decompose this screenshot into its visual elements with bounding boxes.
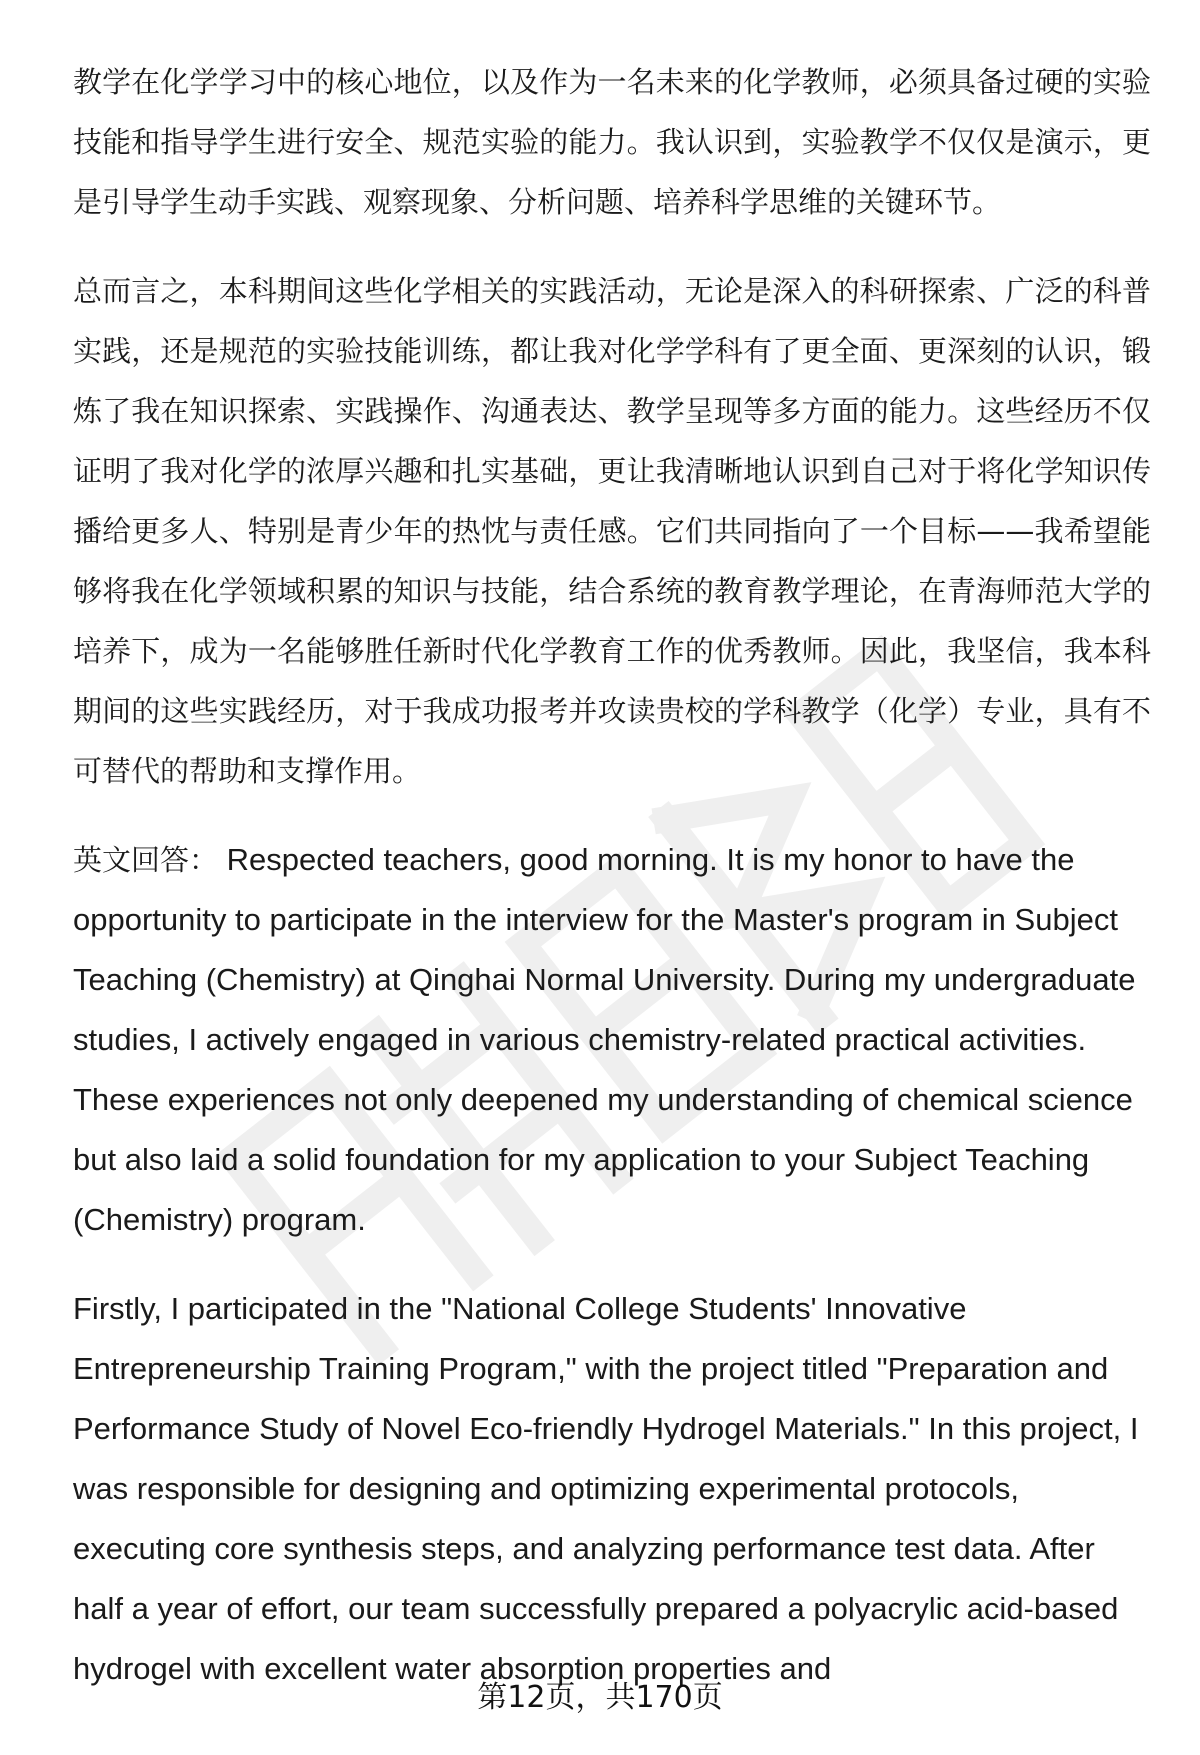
document-body (73, 52, 1151, 1728)
english-answer-label: 英文回答： (73, 843, 219, 877)
paragraph-en-1-text: Respected teachers, good morning. It is my honor to have the opportunity to participate in the interview for the Master's program in Subject Teaching (Chemistry) at Qinghai Normal University. During my undergraduate studies, I actively engaged in various chemistry-related practical activities. These experiences not only deepened my understanding of chemical science but also laid a solid foundation for my application to your Subject Teaching (Chemistry) program. (73, 842, 1136, 1237)
page-number-footer: 第12页，共170页 (477, 1680, 723, 1715)
paragraph-en-2: Firstly, I participated in the "National College Students' Innovative Entrepreneurship Training Program," with the project titled "Preparation and Performance Study of Novel Eco-friendly Hydrogel Materials." In this project, I was responsible for designing and optimizing experimental protocols, executing core synthesis steps, and analyzing performance test data. After half a year of effort, our team successfully prepared a polyacrylic acid-based hydrogel with excellent water absorption properties and (73, 1291, 1139, 1686)
paragraph-en-1 (73, 830, 1151, 1250)
paragraph-zh-2: 总而言之，本科期间这些化学相关的实践活动，无论是深入的科研探索、广泛的科普实践，还是规范的实验技能训练，都让我对化学学科有了更全面、更深刻的认识，锻炼了我在知识探索、实践操作、沟通表达、教学呈现等多方面的能力。这些经历不仅证明了我对化学的浓厚兴趣和扎实基础，更让我清晰地认识到自己对于将化学知识传播给更多人、特别是青少年的热忱与责任感。它们共同指向了一个目标——我希望能够将我在化学领域积累的知识与技能，结合系统的教育教学理论，在青海师范大学的培养下，成为一名能够胜任新时代化学教育工作的优秀教师。因此，我坚信，我本科期间的这些实践经历，对于我成功报考并攻读贵校的学科教学（化学）专业，具有不可替代的帮助和支撑作用。 (73, 274, 1151, 788)
paragraph-zh-1: 教学在化学学习中的核心地位，以及作为一名未来的化学教师，必须具备过硬的实验技能和指导学生进行安全、规范实验的能力。我认识到，实验教学不仅仅是演示，更是引导学生动手实践、观察现象、分析问题、培养科学思维的关键环节。 (73, 65, 1151, 219)
